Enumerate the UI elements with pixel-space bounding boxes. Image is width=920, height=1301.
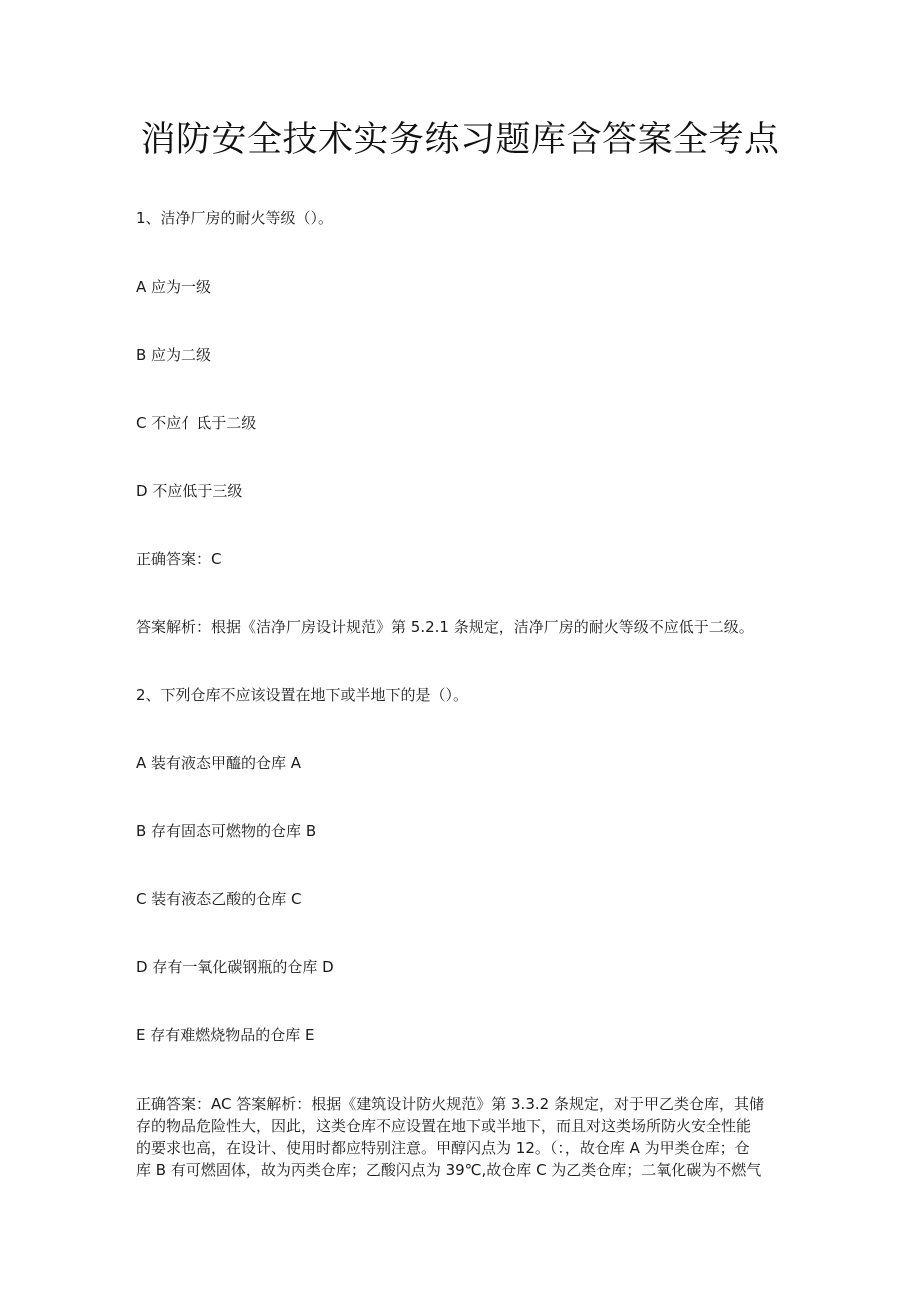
document-title: 消防安全技术实务练习题库含答案全考点 [140, 120, 780, 160]
question-2-option-b: B 存有固态可燃物的仓库 B [136, 822, 317, 840]
question-1-option-d: D 不应低于三级 [136, 482, 243, 500]
question-1-option-a: A 应为一级 [136, 278, 212, 296]
question-2-option-d: D 存有一氧化碳钢瓶的仓库 D [136, 958, 334, 976]
question-1-analysis: 答案解析：根据《洁净厂房设计规范》第 5.2.1 条规定，洁净厂房的耐火等级不应低于二级。 [136, 618, 754, 636]
question-1-answer: 正确答案：C [136, 550, 222, 568]
question-2-text: 2、下列仓库不应该设置在地下或半地下的是（）。 [136, 686, 469, 704]
question-1-option-c: C 不应亻氐于二级 [136, 414, 257, 432]
question-2-option-e: E 存有难燃烧物品的仓库 E [136, 1026, 315, 1044]
question-2-option-c: C 装有液态乙酸的仓库 C [136, 890, 302, 908]
answer-analysis-line: 的要求也高，在设计、使用时都应特别注意。甲醇闪点为 12。（：，故仓库 A 为甲类仓库；仓 [136, 1139, 750, 1157]
question-2-option-a: A 装有液态甲醯的仓库 A [136, 754, 302, 772]
question-2-answer-analysis [136, 1093, 784, 1181]
answer-analysis-line: 正确答案：AC 答案解析：根据《建筑设计防火规范》第 3.3.2 条规定，对于甲乙类仓库，其储 [136, 1095, 764, 1113]
answer-analysis-line: 库 B 有可燃固体，故为丙类仓库；乙酸闪点为 39℃,故仓库 C 为乙类仓库；二氧化碳为不燃气 [136, 1161, 762, 1179]
question-1-option-b: B 应为二级 [136, 346, 212, 364]
question-1-text: 1、洁净厂房的耐火等级（）。 [136, 209, 334, 227]
answer-analysis-line: 存的物品危险性大，因此，这类仓库不应设置在地下或半地下，而且对这类场所防火安全性能 [136, 1117, 752, 1135]
